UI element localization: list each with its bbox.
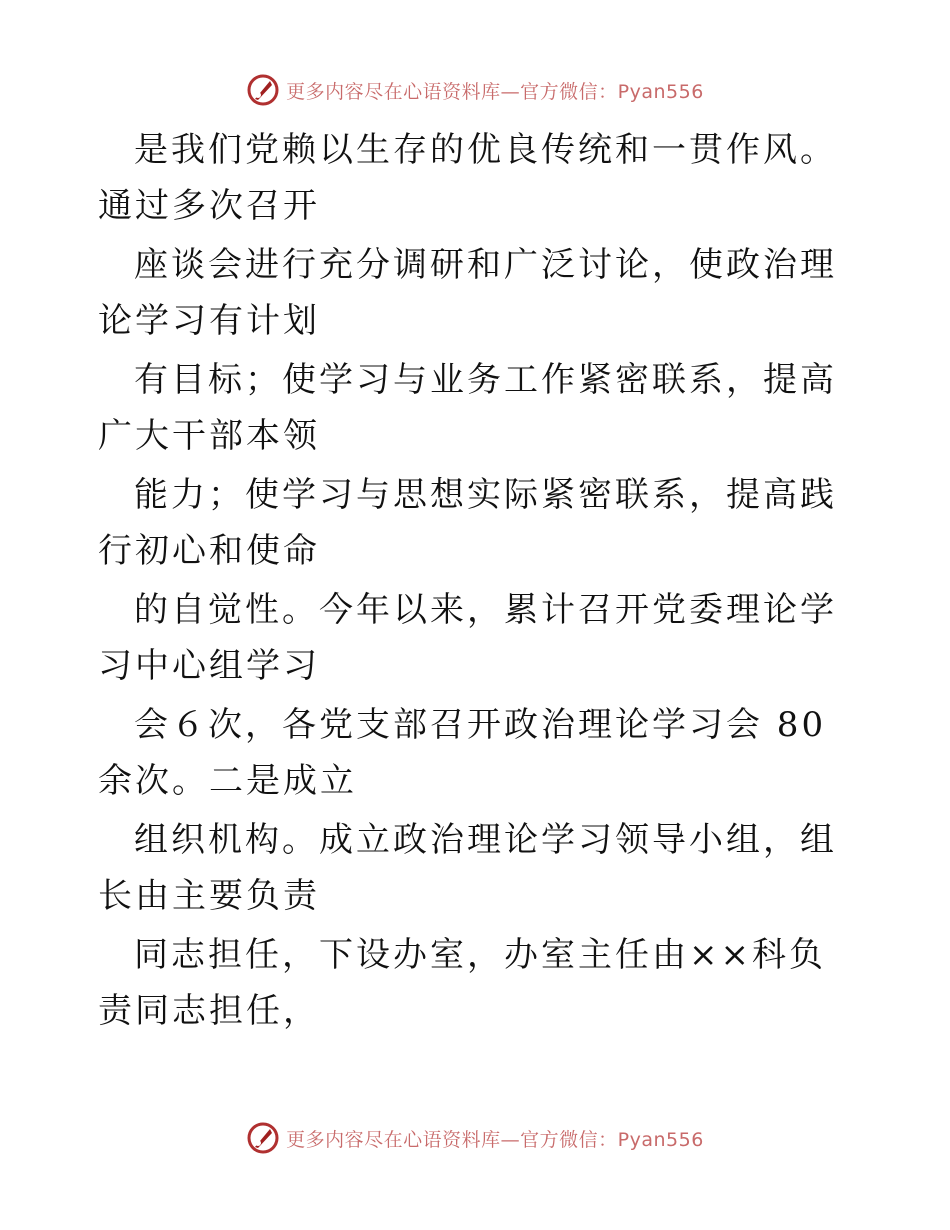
watermark-text-latin: Pyan556 bbox=[617, 80, 704, 103]
paragraph: 有目标；使学习与业务工作紧密联系，提高广大干部本领 bbox=[98, 360, 837, 456]
watermark-text-cn: 更多内容尽在心语资料库—官方微信： bbox=[286, 1128, 618, 1151]
red-feather-logo-icon bbox=[246, 73, 280, 107]
paragraph: 的自觉性。今年以来，累计召开党委理论学习中心组学习 bbox=[98, 590, 837, 686]
watermark-text bbox=[286, 1125, 704, 1152]
watermark-text-latin: Pyan556 bbox=[617, 1128, 704, 1151]
paragraph: 是我们党赖以生存的优良传统和一贯作风。通过多次召开 bbox=[98, 130, 837, 226]
paragraph: 座谈会进行充分调研和广泛讨论，使政治理论学习有计划 bbox=[98, 245, 837, 341]
watermark-text bbox=[286, 77, 704, 104]
paragraph: 同志担任，下设办室，办室主任由××科负责同志担任， bbox=[98, 935, 826, 1031]
watermark-text-cn: 更多内容尽在心语资料库—官方微信： bbox=[286, 80, 618, 103]
paragraph: 组织机构。成立政治理论学习领导小组，组长由主要负责 bbox=[98, 820, 837, 916]
document-body bbox=[98, 122, 858, 1042]
paragraph: 能力；使学习与思想实际紧密联系，提高践行初心和使命 bbox=[98, 475, 837, 571]
red-feather-logo-icon bbox=[246, 1121, 280, 1155]
header-watermark bbox=[0, 70, 950, 110]
footer-watermark bbox=[0, 1118, 950, 1158]
paragraph: 会６次，各党支部召开政治理论学习会 80 余次。二是成立 bbox=[98, 705, 827, 801]
